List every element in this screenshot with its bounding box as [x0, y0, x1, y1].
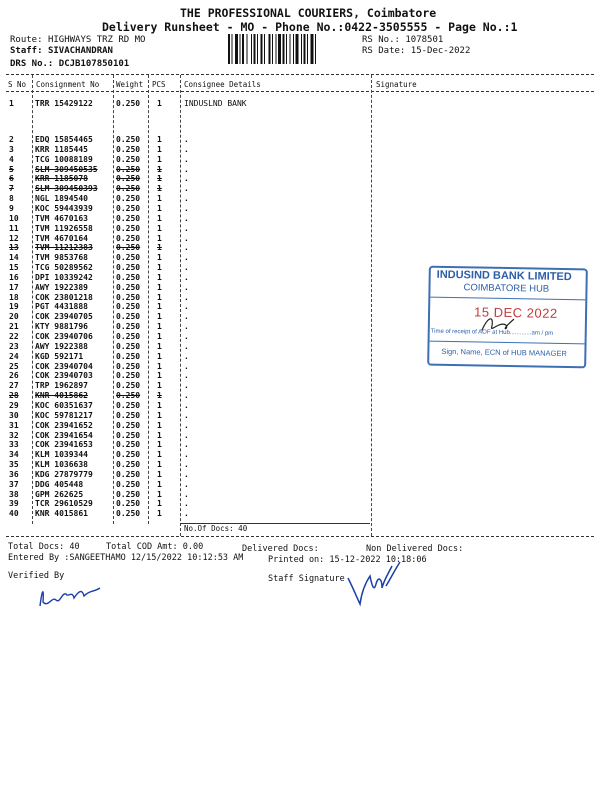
cell-sno: 17 [9, 282, 19, 292]
cell-weight: 0.250 [116, 509, 141, 519]
cell-consignee: . [184, 263, 189, 273]
cell-sno: 27 [9, 381, 19, 391]
cell-weight: 0.250 [116, 420, 141, 430]
cell-sno: 8 [9, 194, 14, 204]
cell-sno: 37 [9, 479, 19, 489]
cell-consignee: . [184, 351, 189, 361]
total-cod: Total COD Amt: 0.00 [106, 542, 204, 552]
cell-consignee: . [184, 469, 189, 479]
cell-weight: 0.250 [116, 253, 141, 263]
table-row [0, 381, 600, 391]
company-title: THE PROFESSIONAL COURIERS, Coimbatore [180, 6, 437, 20]
cell-pcs: 1 [157, 509, 162, 519]
table-row [0, 411, 600, 421]
cell-consignment-no: KNR 4015862 [35, 391, 88, 401]
cell-consignment-no: KRR 1185078 [35, 174, 88, 184]
cell-consignee: . [184, 460, 189, 470]
cell-weight: 0.250 [116, 233, 141, 243]
cell-pcs: 1 [157, 351, 162, 361]
cell-pcs: 1 [157, 135, 162, 144]
table-row [0, 480, 600, 490]
runsheet-title: Delivery Runsheet - MO - Phone No.:0422-3505555 - Page No.:1 [102, 20, 518, 34]
cell-consignment-no: KOC 59443939 [35, 203, 93, 213]
cell-pcs: 1 [157, 203, 162, 213]
cell-sno: 7 [9, 184, 14, 194]
table-row [0, 391, 600, 401]
stamp-receipt-time: Time of receipt of AOF at Hub.............am / pm [430, 328, 554, 337]
table-header-rule [6, 91, 594, 92]
cell-pcs: 1 [157, 469, 162, 479]
table-row [0, 490, 600, 500]
cell-consignee: . [184, 272, 189, 282]
table-row [0, 440, 600, 450]
cell-pcs: 1 [157, 99, 162, 108]
cell-pcs: 1 [157, 489, 162, 499]
cell-consignment-no: GPM 262625 [35, 489, 84, 499]
cell-consignee: . [184, 499, 189, 509]
hub-stamp [427, 266, 588, 369]
cell-consignee: . [184, 420, 189, 430]
cell-sno: 13 [9, 243, 19, 253]
cell-consignment-no: PGT 4431888 [35, 302, 88, 312]
cell-consignee: . [184, 430, 189, 440]
cell-pcs: 1 [157, 341, 162, 351]
col-consignee: Consignee Details [184, 80, 261, 89]
cell-sno: 5 [9, 164, 14, 174]
cell-consignment-no: KDG 27879779 [35, 469, 93, 479]
cell-consignment-no: KLM 1039344 [35, 450, 88, 460]
cell-consignee: . [184, 194, 189, 204]
cell-pcs: 1 [157, 440, 162, 450]
route-value: HIGHWAYS TRZ RD MO [47, 35, 146, 45]
cell-sno: 22 [9, 332, 19, 341]
cell-consignment-no: TVM 9853768 [35, 253, 88, 263]
table-row [0, 204, 600, 214]
cell-weight: 0.250 [116, 292, 141, 302]
table-row [0, 174, 600, 184]
table-row [0, 155, 600, 165]
entered-by: Entered By :SANGEETHAMO 12/15/2022 10:12:53 AM [8, 553, 244, 563]
cell-consignment-no: SLM 309450393 [35, 184, 98, 194]
cell-consignee: . [184, 479, 189, 489]
col-signature: Signature [376, 80, 417, 89]
route-row [10, 35, 145, 45]
cell-consignment-no: KGD 592171 [35, 351, 84, 361]
cell-pcs: 1 [157, 499, 162, 509]
stamp-bank-name: INDUSIND BANK LIMITED [436, 268, 572, 284]
staff-value: SIVACHANDRAN [47, 46, 113, 56]
cell-weight: 0.250 [116, 272, 141, 282]
table-row [0, 450, 600, 460]
table-row [0, 371, 600, 381]
cell-consignment-no: SLM 309450535 [35, 164, 98, 174]
rs-no-row [362, 35, 443, 45]
cell-consignment-no: TVM 11926558 [35, 223, 93, 233]
rs-date-value: 15-Dec-2022 [410, 46, 471, 56]
cell-sno: 39 [9, 499, 19, 509]
cell-weight: 0.250 [116, 154, 141, 164]
cell-consignment-no: TVM 11212383 [35, 243, 93, 253]
cell-sno: 32 [9, 430, 19, 440]
cell-consignment-no: TRP 1962897 [35, 381, 88, 391]
table-row [0, 470, 600, 480]
cell-sno: 24 [9, 351, 19, 361]
stamp-sign-line: Sign, Name, ECN of HUB MANAGER [441, 346, 567, 359]
stamp-initials-signature [478, 312, 518, 337]
cell-pcs: 1 [157, 154, 162, 164]
cell-consignee: . [184, 332, 189, 341]
cell-pcs: 1 [157, 322, 162, 332]
table-end-rule [6, 536, 594, 537]
cell-consignment-no: COK 23940703 [35, 371, 93, 381]
table-row [0, 214, 600, 224]
cell-consignee: . [184, 371, 189, 381]
cell-consignment-no: COK 23801218 [35, 292, 93, 302]
cell-sno: 3 [9, 144, 14, 154]
cell-consignment-no: TCG 50289562 [35, 263, 93, 273]
table-row [0, 194, 600, 204]
table-row [0, 421, 600, 431]
cell-consignee: . [184, 391, 189, 401]
cell-consignment-no: EDQ 15854465 [35, 135, 93, 144]
cell-consignee: . [184, 174, 189, 184]
cell-weight: 0.250 [116, 430, 141, 440]
cell-consignee: . [184, 144, 189, 154]
cell-pcs: 1 [157, 184, 162, 194]
cell-sno: 18 [9, 292, 19, 302]
rs-no-label: RS No.: [362, 35, 400, 45]
rs-no-value: 1078501 [405, 35, 444, 45]
cell-sno: 1 [9, 99, 14, 108]
cell-consignment-no: DPI 10339242 [35, 272, 93, 282]
cell-consignee: . [184, 184, 189, 194]
cell-pcs: 1 [157, 174, 162, 184]
cell-sno: 2 [9, 135, 14, 144]
cell-pcs: 1 [157, 410, 162, 420]
cell-sno: 26 [9, 371, 19, 381]
cell-weight: 0.250 [116, 174, 141, 184]
drs-value: DCJB107850101 [58, 59, 130, 69]
cell-weight: 0.250 [116, 302, 141, 312]
cell-weight: 0.250 [116, 371, 141, 381]
cell-weight: 0.250 [116, 99, 141, 108]
cell-consignment-no: KOC 60351637 [35, 400, 93, 410]
cell-sno: 12 [9, 233, 19, 243]
rs-date-row [362, 46, 470, 56]
cell-consignee: . [184, 223, 189, 233]
cell-pcs: 1 [157, 391, 162, 401]
cell-pcs: 1 [157, 282, 162, 292]
cell-consignee: . [184, 243, 189, 253]
cell-pcs: 1 [157, 243, 162, 253]
delivered-docs: Delivered Docs: [242, 544, 319, 554]
cell-pcs: 1 [157, 194, 162, 204]
cell-consignee: . [184, 361, 189, 371]
cell-weight: 0.250 [116, 135, 141, 144]
cell-weight: 0.250 [116, 489, 141, 499]
cell-sno: 25 [9, 361, 19, 371]
cell-consignee: . [184, 253, 189, 263]
cell-consignee: . [184, 400, 189, 410]
cell-consignment-no: TCR 29610529 [35, 499, 93, 509]
drs-row [10, 59, 129, 69]
cell-pcs: 1 [157, 361, 162, 371]
cell-sno: 15 [9, 263, 19, 273]
cell-consignee: . [184, 203, 189, 213]
cell-weight: 0.250 [116, 322, 141, 332]
cell-pcs: 1 [157, 233, 162, 243]
cell-consignee: . [184, 233, 189, 243]
cell-weight: 0.250 [116, 194, 141, 204]
cell-sno: 9 [9, 203, 14, 213]
table-top-rule [6, 74, 594, 75]
stamp-divider [430, 341, 585, 345]
no-of-docs: No.Of Docs: 40 [184, 524, 248, 533]
cell-pcs: 1 [157, 371, 162, 381]
cell-pcs: 1 [157, 213, 162, 223]
table-row [0, 401, 600, 411]
table-row [0, 460, 600, 470]
col-sno: S No [8, 80, 27, 89]
cell-consignment-no: COK 23940705 [35, 312, 93, 322]
cell-pcs: 1 [157, 450, 162, 460]
cell-pcs: 1 [157, 312, 162, 322]
cell-consignee: . [184, 292, 189, 302]
cell-sno: 4 [9, 154, 14, 164]
cell-consignment-no: TVM 4670163 [35, 213, 88, 223]
drs-label: DRS No.: [10, 59, 54, 69]
verified-by-signature [34, 580, 114, 614]
table-row [0, 509, 600, 519]
cell-consignee: . [184, 302, 189, 312]
printed-on: Printed on: 15-12-2022 10:18:06 [268, 555, 427, 565]
table-row [0, 499, 600, 509]
cell-pcs: 1 [157, 292, 162, 302]
cell-weight: 0.250 [116, 213, 141, 223]
table-row [0, 165, 600, 175]
cell-sno: 33 [9, 440, 19, 450]
cell-sno: 19 [9, 302, 19, 312]
cell-weight: 0.250 [116, 263, 141, 273]
stamp-divider [430, 297, 585, 301]
cell-consignment-no: COK 23941652 [35, 420, 93, 430]
cell-sno: 36 [9, 469, 19, 479]
cell-sno: 28 [9, 391, 19, 401]
table-row [0, 184, 600, 194]
cell-consignee: . [184, 509, 189, 519]
cell-consignee: . [184, 282, 189, 292]
cell-sno: 20 [9, 312, 19, 322]
cell-sno: 10 [9, 213, 19, 223]
cell-consignment-no: COK 23941653 [35, 440, 93, 450]
cell-sno: 23 [9, 341, 19, 351]
cell-consignee: . [184, 213, 189, 223]
cell-pcs: 1 [157, 479, 162, 489]
cell-pcs: 1 [157, 223, 162, 233]
table-row [0, 99, 600, 109]
table-row [0, 234, 600, 244]
cell-weight: 0.250 [116, 469, 141, 479]
cell-consignment-no: KLM 1036638 [35, 460, 88, 470]
col-consignment: Consignment No [36, 80, 100, 89]
col-pcs: PCS [152, 80, 166, 89]
cell-weight: 0.250 [116, 410, 141, 420]
cell-consignment-no: COK 23941654 [35, 430, 93, 440]
route-label: Route: [10, 35, 43, 45]
cell-sno: 40 [9, 509, 19, 519]
cell-sno: 21 [9, 322, 19, 332]
cell-consignee: . [184, 381, 189, 391]
cell-consignee: . [184, 489, 189, 499]
cell-pcs: 1 [157, 460, 162, 470]
cell-weight: 0.250 [116, 341, 141, 351]
cell-weight: 0.250 [116, 243, 141, 253]
staff-signature [340, 556, 410, 612]
cell-consignment-no: NGL 1894540 [35, 194, 88, 204]
cell-weight: 0.250 [116, 361, 141, 371]
cell-weight: 0.250 [116, 440, 141, 450]
cell-consignee: . [184, 164, 189, 174]
cell-sno: 6 [9, 174, 14, 184]
cell-pcs: 1 [157, 381, 162, 391]
cell-pcs: 1 [157, 263, 162, 273]
table-row [0, 135, 600, 145]
cell-consignee: . [184, 450, 189, 460]
cell-weight: 0.250 [116, 499, 141, 509]
cell-weight: 0.250 [116, 391, 141, 401]
verified-by-label: Verified By [8, 571, 65, 581]
cell-pcs: 1 [157, 253, 162, 263]
cell-pcs: 1 [157, 302, 162, 312]
table-row [0, 243, 600, 253]
cell-pcs: 1 [157, 400, 162, 410]
cell-sno: 29 [9, 400, 19, 410]
cell-consignment-no: DDG 405448 [35, 479, 84, 489]
cell-weight: 0.250 [116, 223, 141, 233]
cell-weight: 0.250 [116, 282, 141, 292]
staff-label: Staff: [10, 46, 43, 56]
cell-sno: 38 [9, 489, 19, 499]
cell-consignment-no: TVM 4670164 [35, 233, 88, 243]
cell-weight: 0.250 [116, 203, 141, 213]
cell-consignment-no: TRR 15429122 [35, 99, 93, 108]
col-weight: Weight [116, 80, 144, 89]
cell-weight: 0.250 [116, 144, 141, 154]
table-row [0, 145, 600, 155]
cell-pcs: 1 [157, 164, 162, 174]
cell-consignment-no: KTY 9881796 [35, 322, 88, 332]
cell-sno: 30 [9, 410, 19, 420]
cell-consignment-no: AWY 1922388 [35, 341, 88, 351]
cell-consignment-no: COK 23940706 [35, 332, 93, 341]
total-docs: Total Docs: 40 [8, 542, 80, 552]
cell-consignment-no: TCG 10088189 [35, 154, 93, 164]
cell-sno: 34 [9, 450, 19, 460]
cell-sno: 35 [9, 460, 19, 470]
cell-weight: 0.250 [116, 164, 141, 174]
cell-weight: 0.250 [116, 184, 141, 194]
cell-weight: 0.250 [116, 312, 141, 322]
cell-weight: 0.250 [116, 460, 141, 470]
cell-consignment-no: KNR 4015861 [35, 509, 88, 519]
non-delivered-docs: Non Delivered Docs: [366, 544, 464, 554]
table-row [0, 431, 600, 441]
cell-pcs: 1 [157, 144, 162, 154]
cell-consignee: . [184, 341, 189, 351]
cell-weight: 0.250 [116, 332, 141, 341]
cell-consignee: INDUSLND BANK [184, 99, 247, 108]
cell-sno: 31 [9, 420, 19, 430]
barcode-image [228, 34, 353, 64]
cell-consignment-no: COK 23940704 [35, 361, 93, 371]
cell-weight: 0.250 [116, 381, 141, 391]
table-row [0, 224, 600, 234]
cell-sno: 14 [9, 253, 19, 263]
cell-consignee: . [184, 322, 189, 332]
stamp-date: 15 DEC 2022 [473, 304, 558, 321]
cell-consignee: . [184, 312, 189, 322]
cell-pcs: 1 [157, 430, 162, 440]
cell-consignee: . [184, 440, 189, 450]
cell-consignment-no: KRR 1185445 [35, 144, 88, 154]
cell-consignment-no: AWY 1922389 [35, 282, 88, 292]
cell-weight: 0.250 [116, 400, 141, 410]
stamp-hub-name: COIMBATORE HUB [463, 282, 550, 295]
cell-weight: 0.250 [116, 450, 141, 460]
cell-consignee: . [184, 154, 189, 164]
cell-sno: 11 [9, 223, 19, 233]
rs-date-label: RS Date: [362, 46, 406, 56]
staff-signature-label: Staff Signature [268, 574, 345, 584]
cell-sno: 16 [9, 272, 19, 282]
cell-consignee: . [184, 410, 189, 420]
cell-weight: 0.250 [116, 479, 141, 489]
cell-pcs: 1 [157, 420, 162, 430]
cell-consignment-no: KOC 59781217 [35, 410, 93, 420]
staff-row [10, 46, 113, 56]
cell-pcs: 1 [157, 332, 162, 341]
table-row [0, 253, 600, 263]
cell-consignee: . [184, 135, 189, 144]
cell-pcs: 1 [157, 272, 162, 282]
cell-weight: 0.250 [116, 351, 141, 361]
